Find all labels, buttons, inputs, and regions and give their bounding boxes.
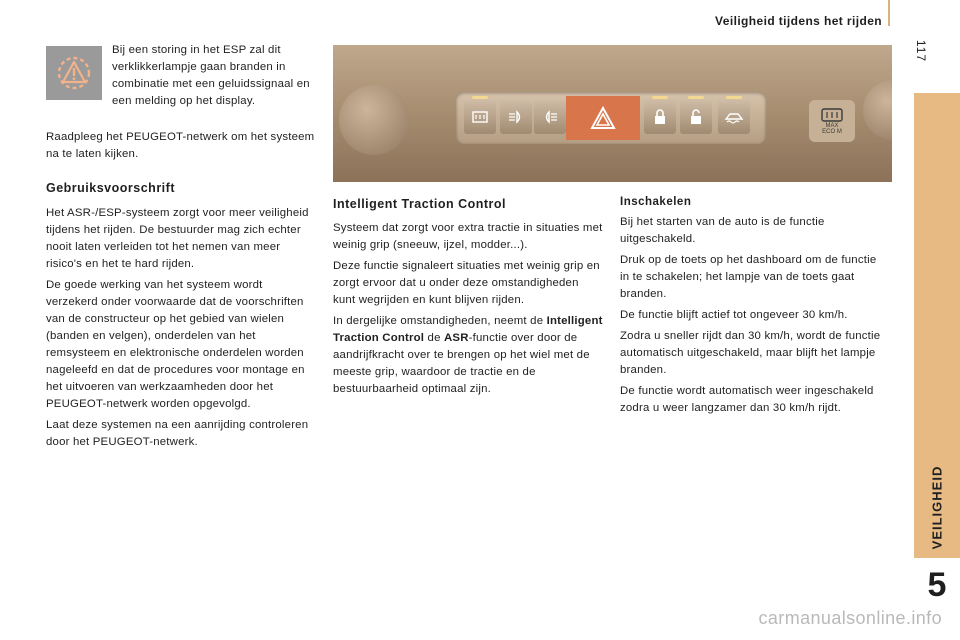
network-note bbox=[46, 129, 316, 167]
front-fog-button bbox=[500, 100, 532, 134]
chapter-label-text: VEILIGHEID bbox=[929, 465, 945, 549]
max-sub-label: ECO M bbox=[822, 129, 842, 135]
warning-description bbox=[112, 42, 317, 114]
switch-panel bbox=[456, 92, 766, 144]
activation-paragraph-4: Zodra u sneller rijdt dan 30 km/h, wordt de functie automatisch uitgeschakeld, maar blijft het lampje branden. bbox=[620, 330, 881, 376]
site-watermark: carmanualsonline.info bbox=[758, 608, 942, 628]
page-header-title: Veiligheid tijdens het rijden bbox=[715, 14, 882, 28]
lock-button bbox=[644, 100, 676, 134]
traction-control-description bbox=[333, 220, 603, 402]
traction-p3-part-a: In dergelijke omstandigheden, neemt de bbox=[333, 315, 544, 327]
traction-paragraph-2: Deze functie signaleert situaties met weinig grip en zorgt ervoor dat u onder deze omstandigheden kunt wegrijden en kunt blijven rijden. bbox=[333, 260, 600, 306]
front-fog-light-icon bbox=[507, 110, 525, 124]
lock-icon bbox=[653, 109, 667, 125]
traction-paragraph-3 bbox=[333, 313, 603, 398]
section-heading-intelligent-traction-control: Intelligent Traction Control bbox=[333, 197, 507, 211]
header-rule bbox=[888, 0, 890, 26]
usage-paragraph-1: Het ASR-/ESP-systeem zorgt voor meer veiligheid tijdens het rijden. De bestuurder mag zich echter nooit laten verleiden tot het nemen van meer risico's en het te hard rijden. bbox=[46, 207, 309, 270]
chapter-number: 5 bbox=[927, 566, 947, 604]
button-led bbox=[726, 96, 742, 99]
activation-instructions bbox=[620, 214, 888, 421]
traction-p3-part-c: de bbox=[427, 332, 441, 344]
traction-control-button bbox=[718, 100, 750, 134]
usage-paragraph-2: De goede werking van het systeem wordt verzekerd onder voorwaarde dat de voorschriften van de constructeur op het gebied van wielen (banden en velgen), onderdelen van het remsysteem en elektronische onderdelen worden nageleefd en dat de procedures voor montage en het uitvoeren van werkzaamheden door het PEUGEOT-netwerk worden opgevolgd. bbox=[46, 279, 305, 410]
windshield-demist-icon bbox=[820, 107, 844, 123]
warning-text: Bij een storing in het ESP zal dit verklikkerlampje gaan branden in combinatie met een geluidssignaal en een melding op het display. bbox=[112, 44, 310, 107]
rear-fog-button bbox=[534, 100, 566, 134]
traction-p3-bold-itc: Intelligent Traction Control bbox=[333, 315, 603, 344]
network-text: Raadpleeg het PEUGEOT-netwerk om het systeem na te laten kijken. bbox=[46, 131, 315, 160]
side-tab-divider bbox=[914, 558, 960, 564]
warning-triangle-icon bbox=[54, 53, 94, 93]
activation-paragraph-3: De functie blijft actief tot ongeveer 30 km/h. bbox=[620, 309, 848, 321]
activation-paragraph-5: De functie wordt automatisch weer ingeschakeld zodra u weer langzamer dan 30 km/h rijdt. bbox=[620, 385, 874, 414]
button-led bbox=[652, 96, 668, 99]
page-number: 117 bbox=[913, 39, 928, 63]
traction-p3-part-e: -functie over door de aandrijfkracht over te brengen op het wiel met de meeste grip, waardoor de tractie en de bestuurbaarheid optimaal zijn. bbox=[333, 332, 590, 395]
left-knob bbox=[339, 85, 409, 155]
dashboard-photo bbox=[333, 45, 892, 182]
button-led bbox=[688, 96, 704, 99]
usage-instructions bbox=[46, 205, 314, 455]
child-lock-icon bbox=[689, 109, 703, 125]
traction-control-icon bbox=[724, 110, 744, 124]
right-knob bbox=[863, 80, 892, 140]
rear-fog-light-icon bbox=[541, 110, 559, 124]
traction-paragraph-1: Systeem dat zorgt voor extra tractie in situaties met weinig grip (sneeuw, ijzel, modder...). bbox=[333, 222, 603, 251]
child-lock-button bbox=[680, 100, 712, 134]
traction-p3-bold-asr: ASR bbox=[444, 332, 469, 344]
esp-warning-lamp bbox=[46, 46, 102, 100]
section-heading-gebruiksvoorschrift: Gebruiksvoorschrift bbox=[46, 181, 175, 195]
max-eco-button bbox=[809, 100, 855, 142]
button-led bbox=[472, 96, 488, 99]
usage-paragraph-3: Laat deze systemen na een aanrijding controleren door het PEUGEOT-netwerk. bbox=[46, 419, 309, 448]
rear-defrost-icon bbox=[472, 110, 488, 124]
hazard-warning-button bbox=[566, 96, 640, 140]
chapter-side-label bbox=[914, 462, 960, 552]
rear-defrost-button bbox=[464, 100, 496, 134]
activation-paragraph-1: Bij het starten van de auto is de functie uitgeschakeld. bbox=[620, 216, 825, 245]
hazard-triangle-icon bbox=[590, 106, 616, 130]
section-heading-inschakelen: Inschakelen bbox=[620, 196, 692, 208]
activation-paragraph-2: Druk op de toets op het dashboard om de functie in te schakelen; het lampje van de toets gaat branden. bbox=[620, 254, 877, 300]
max-label: MAX bbox=[825, 123, 839, 129]
